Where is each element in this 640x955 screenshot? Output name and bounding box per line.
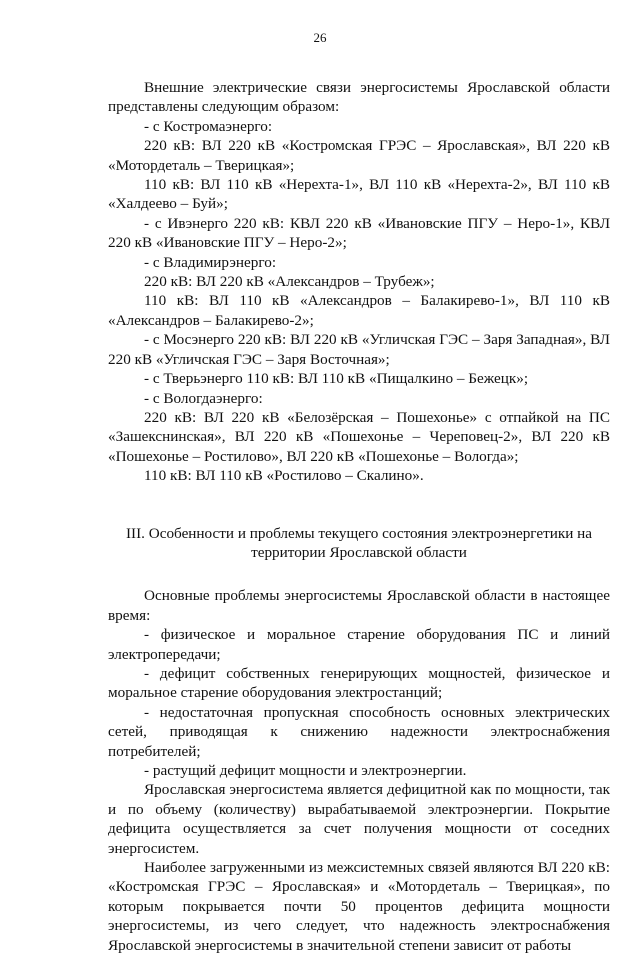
section-heading-line-1: III. Особенности и проблемы текущего состояния электроэнергетики на (125, 524, 593, 542)
paragraph: Ярославская энергосистема является дефицитной как по мощности, так и по объему (количеству) вырабатываемой электроэнергии. Покрытие дефицита осуществляется за счет получения мощности от соседних энергосистем. (108, 781, 610, 857)
list-item: - с Владимирэнерго: (144, 253, 277, 271)
paragraph: 220 кВ: ВЛ 220 кВ «Костромская ГРЭС – Ярославская», ВЛ 220 кВ «Мотордеталь – Тверицкая»; (108, 137, 610, 174)
list-item: - физическое и моральное старение оборудования ПС и линий электропередачи; (108, 626, 610, 663)
list-item: - недостаточная пропускная способность основных электрических сетей, приводящая к снижению надежности электроснабжения потребителей; (108, 703, 610, 760)
document-body (108, 78, 610, 955)
list-item: - с Вологдаэнерго: (144, 389, 263, 407)
paragraph: Внешние электрические связи энергосистемы Ярославской области представлены следующим образом: (108, 79, 610, 116)
section-heading-line-2: территории Ярославской области (251, 543, 467, 561)
list-item: - с Костромаэнерго: (144, 117, 273, 135)
paragraph: Основные проблемы энергосистемы Ярославской области в настоящее время: (108, 587, 610, 624)
list-item: - растущий дефицит мощности и электроэнергии. (144, 762, 467, 779)
paragraph: 110 кВ: ВЛ 110 кВ «Ростилово – Скалино». (144, 467, 424, 485)
paragraph: 220 кВ: ВЛ 220 кВ «Белозёрская – Пошехонье» с отпайкой на ПС «Зашекснинская», ВЛ 220 кВ «Пошехонье – Череповец-2», ВЛ 220 кВ «Пошехонье – Ростилово», ВЛ 220 кВ «Пошехонье – Вологда»; (108, 408, 610, 465)
paragraph: 220 кВ: ВЛ 220 кВ «Александров – Трубеж»; (144, 273, 435, 291)
list-item: - с Мосэнерго 220 кВ: ВЛ 220 кВ «Угличская ГЭС – Заря Западная», ВЛ 220 кВ «Угличская ГЭС – Заря Восточная»; (108, 331, 610, 368)
list-item: - дефицит собственных генерирующих мощностей, физическое и моральное старение оборудования электростанций; (108, 664, 610, 702)
page-number: 26 (313, 30, 327, 45)
list-item: - с Тверьэнерго 110 кВ: ВЛ 110 кВ «Пищалкино – Бежецк»; (144, 370, 529, 388)
paragraph: 110 кВ: ВЛ 110 кВ «Александров – Балакирево-1», ВЛ 110 кВ «Александров – Балакирево-2»; (108, 292, 610, 329)
list-item: - с Ивэнерго 220 кВ: КВЛ 220 кВ «Ивановские ПГУ – Нерo-1», КВЛ 220 кВ «Ивановские ПГУ – Нерo-2»; (108, 214, 610, 252)
paragraph: 110 кВ: ВЛ 110 кВ «Нерехта-1», ВЛ 110 кВ «Нерехта-2», ВЛ 110 кВ «Халдеево – Буй»; (108, 176, 610, 213)
paragraph: Наиболее загруженными из межсистемных связей являются ВЛ 220 кВ: «Костромская ГРЭС – Ярославская» и «Мотордеталь – Тверицкая», по которым покрывается почти 50 процентов дефицита мощности энергосистемы, из чего следует, что надежность электроснабжения Ярославской энергосистемы в значительной степени зависит от работы (108, 859, 610, 954)
